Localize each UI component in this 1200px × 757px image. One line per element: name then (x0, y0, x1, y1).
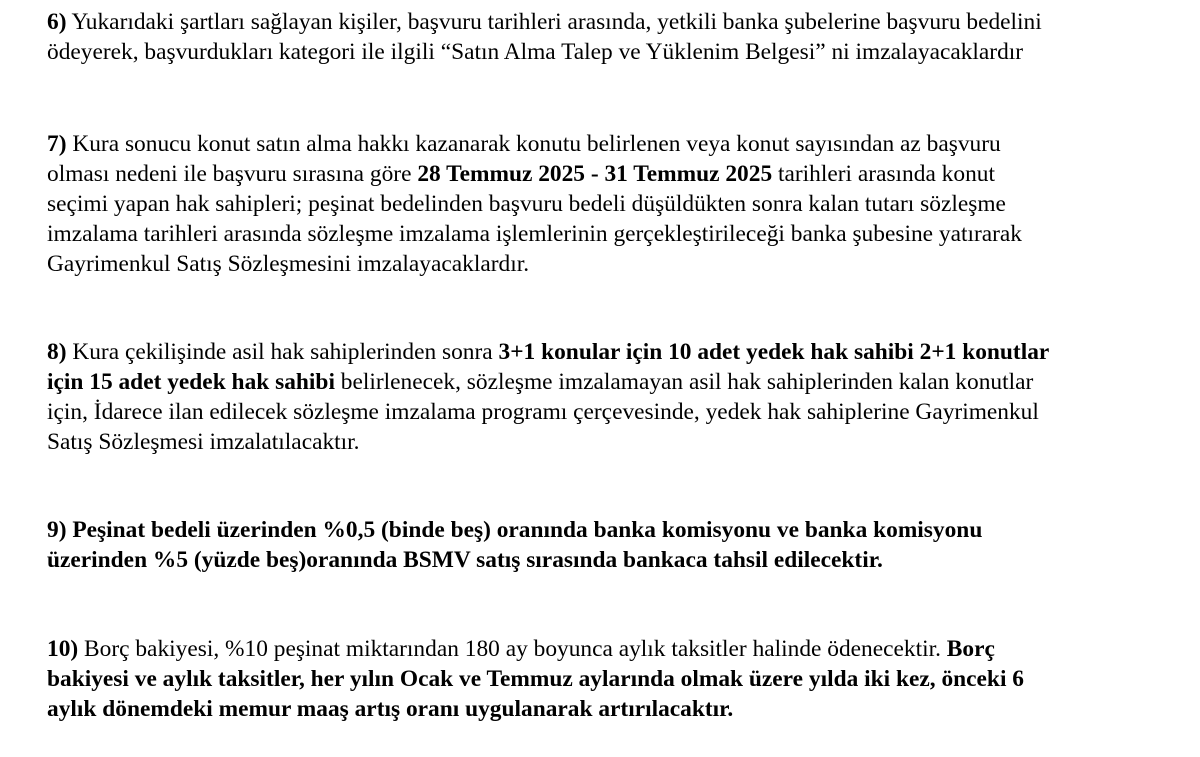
paragraph-line (47, 694, 1157, 724)
date-range-text: 28 Temmuz 2025 - 31 Temmuz 2025 (417, 161, 773, 187)
paragraph-7 (47, 129, 1162, 279)
paragraph-number: 7) (47, 131, 67, 157)
paragraph-9 (47, 515, 1162, 575)
text-segment: Yukarıdaki şartları sağlayan kişiler, başvuru tarihleri arasında, yetkili banka şubelerine başvuru bedelini (71, 9, 1042, 35)
text-segment: seçimi yapan hak sahipleri; peşinat bedelinden başvuru bedeli düşüldükten sonra kalan tutarı sözleşme (47, 191, 1006, 217)
paragraph-line (47, 634, 1157, 664)
paragraph-line (47, 367, 1157, 397)
paragraph-line (47, 515, 1157, 545)
text-segment: Gayrimenkul Satış Sözleşmesini imzalayacaklardır. (47, 251, 530, 277)
bold-text-segment: 3+1 konular için 10 adet yedek hak sahibi 2+1 konutlar (498, 339, 1050, 365)
paragraph-line (47, 189, 1157, 219)
paragraph-line (47, 159, 1157, 189)
text-segment: imzalama tarihleri arasında sözleşme imzalama işlemlerinin gerçekleştirileceği banka şubesine yatırarak (47, 221, 1023, 247)
paragraph-number: 9) (47, 517, 67, 543)
paragraph-line (47, 219, 1157, 249)
paragraph-10 (47, 634, 1162, 724)
bold-text-segment: bakiyesi ve aylık taksitler, her yılın Ocak ve Temmuz aylarında olmak üzere yılda iki kez, önceki 6 (47, 666, 1024, 692)
text-segment: ödeyerek, başvurdukları kategori ile ilgili “Satın Alma Talep ve Yüklenim Belgesi” ni imzalayacaklardır (47, 39, 1024, 65)
paragraph-number: 6) (47, 9, 67, 35)
paragraph-line (47, 545, 1157, 575)
paragraph-line (47, 664, 1157, 694)
paragraph-number: 8) (47, 339, 67, 365)
text-segment: Kura sonucu konut satın alma hakkı kazanarak konutu belirlenen veya konut sayısından az başvuru (72, 131, 1001, 157)
bold-text-segment: aylık dönemdeki memur maaş artış oranı uygulanarak artırılacaktır. (47, 696, 734, 722)
text-segment: tarihleri arasında konut (772, 161, 995, 187)
paragraph-line (47, 427, 1157, 457)
text-segment: Kura çekilişinde asil hak sahiplerinden sonra (72, 339, 499, 365)
paragraph-line (47, 337, 1157, 367)
text-segment: Borç bakiyesi, %10 peşinat miktarından 180 ay boyunca aylık taksitler halinde ödenecektir. (84, 636, 947, 662)
paragraph-line (47, 7, 1157, 37)
paragraph-6 (47, 7, 1162, 67)
paragraph-line (47, 129, 1157, 159)
paragraph-line (47, 37, 1157, 67)
text-segment: belirlenecek, sözleşme imzalamayan asil hak sahiplerinden kalan konutlar (334, 369, 1034, 395)
text-segment: için, İdarece ilan edilecek sözleşme imzalama programı çerçevesinde, yedek hak sahiplerine Gayrimenkul (47, 399, 1039, 425)
paragraph-line (47, 397, 1157, 427)
paragraph-number: 10) (47, 636, 79, 662)
bold-text-segment: Borç (946, 636, 995, 662)
text-segment: olması nedeni ile başvuru sırasına göre (47, 161, 418, 187)
bold-text-segment: Peşinat bedeli üzerinden %0,5 (binde beş) oranında banka komisyonu ve banka komisyonu (72, 517, 983, 543)
text-segment: Satış Sözleşmesi imzalatılacaktır. (47, 429, 360, 455)
bold-text-segment: için 15 adet yedek hak sahibi (47, 369, 335, 395)
paragraph-8 (47, 337, 1162, 457)
paragraph-line (47, 249, 1157, 279)
bold-text-segment: üzerinden %5 (yüzde beş)oranında BSMV satış sırasında bankaca tahsil edilecektir. (47, 547, 883, 573)
